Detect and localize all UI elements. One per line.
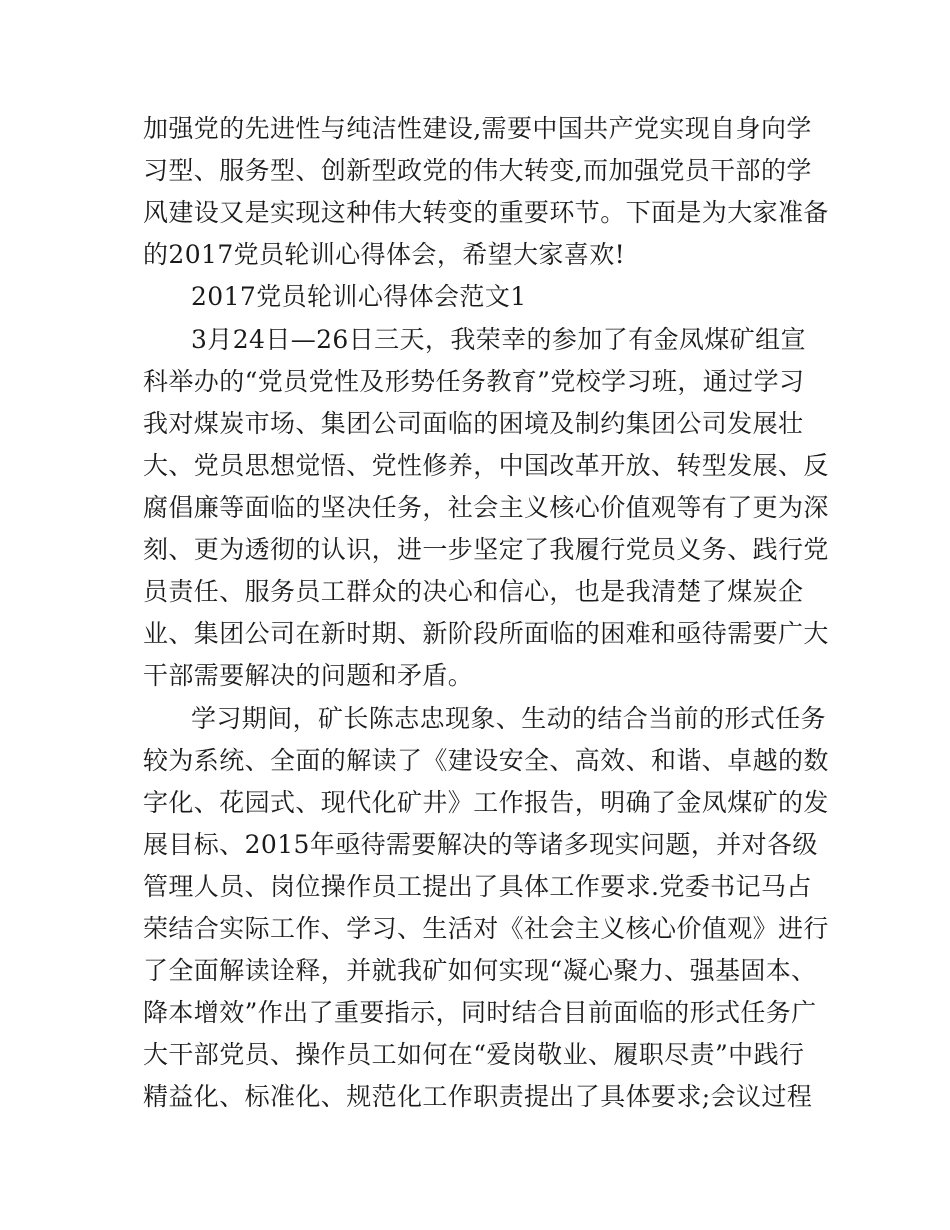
intro-line: 风建设又是实现这种伟大转变的重要环节。下面是为大家准备 [143, 198, 829, 227]
paragraph2-line: 字化、花园式、现代化矿井》工作报告，明确了金凤煤矿的发 [143, 788, 829, 817]
paragraph1-line: 大、党员思想觉悟、党性修养，中国改革开放、转型发展、反 [143, 451, 829, 480]
paragraph1-line: 员责任、服务员工群众的决心和信心，也是我清楚了煤炭企 [143, 577, 804, 606]
paragraph2-line: 展目标、2015年亟待需要解决的等诸多现实问题，并对各级 [143, 830, 818, 859]
paragraph1-line: 业、集团公司在新时期、新阶段所面临的困难和亟待需要广大 [143, 619, 829, 648]
paragraph2-line: 降本增效”作出了重要指示，同时结合目前面临的形式任务广 [143, 998, 817, 1027]
paragraph1-line: 我对煤炭市场、集团公司面临的困境及制约集团公司发展壮 [143, 409, 804, 438]
paragraph1-line: 干部需要解决的问题和矛盾。 [143, 661, 474, 690]
paragraph1-line: 科举办的“党员党性及形势任务教育”党校学习班，通过学习 [143, 367, 805, 396]
paragraph2-line: 学习期间，矿长陈志忠现象、生动的结合当前的形式任务 [191, 704, 827, 733]
paragraph2-line: 了全面解读诠释，并就我矿如何实现“凝心聚力、强基固本、 [143, 956, 817, 985]
intro-line: 加强党的先进性与纯洁性建设,需要中国共产党实现自身向学 [143, 114, 812, 143]
paragraph1-line: 腐倡廉等面临的坚决任务，社会主义核心价值观等有了更为深 [143, 493, 829, 522]
intro-line: 的2017党员轮训心得体会，希望大家喜欢! [143, 240, 626, 269]
intro-line: 习型、服务型、创新型政党的伟大转变,而加强党员干部的学 [143, 156, 812, 185]
paragraph2-line: 大干部党员、操作员工如何在“爱岗敬业、履职尽责”中践行 [143, 1040, 805, 1069]
paragraph1-line: 3月24日—26日三天，我荣幸的参加了有金凤煤矿组宣 [191, 325, 806, 354]
paragraph2-line: 较为系统、全面的解读了《建设安全、高效、和谐、卓越的数 [143, 746, 829, 775]
paragraph2-line: 精益化、标准化、规范化工作职责提出了具体要求;会议过程 [143, 1082, 813, 1111]
paragraph2-line: 荣结合实际工作、学习、生活对《社会主义核心价值观》进行 [143, 914, 829, 943]
paragraph1-line: 刻、更为透彻的认识，进一步坚定了我履行党员义务、践行党 [143, 535, 829, 564]
section-heading: 2017党员轮训心得体会范文1 [191, 282, 527, 311]
paragraph2-line: 管理人员、岗位操作员工提出了具体工作要求.党委书记马占 [143, 872, 812, 901]
